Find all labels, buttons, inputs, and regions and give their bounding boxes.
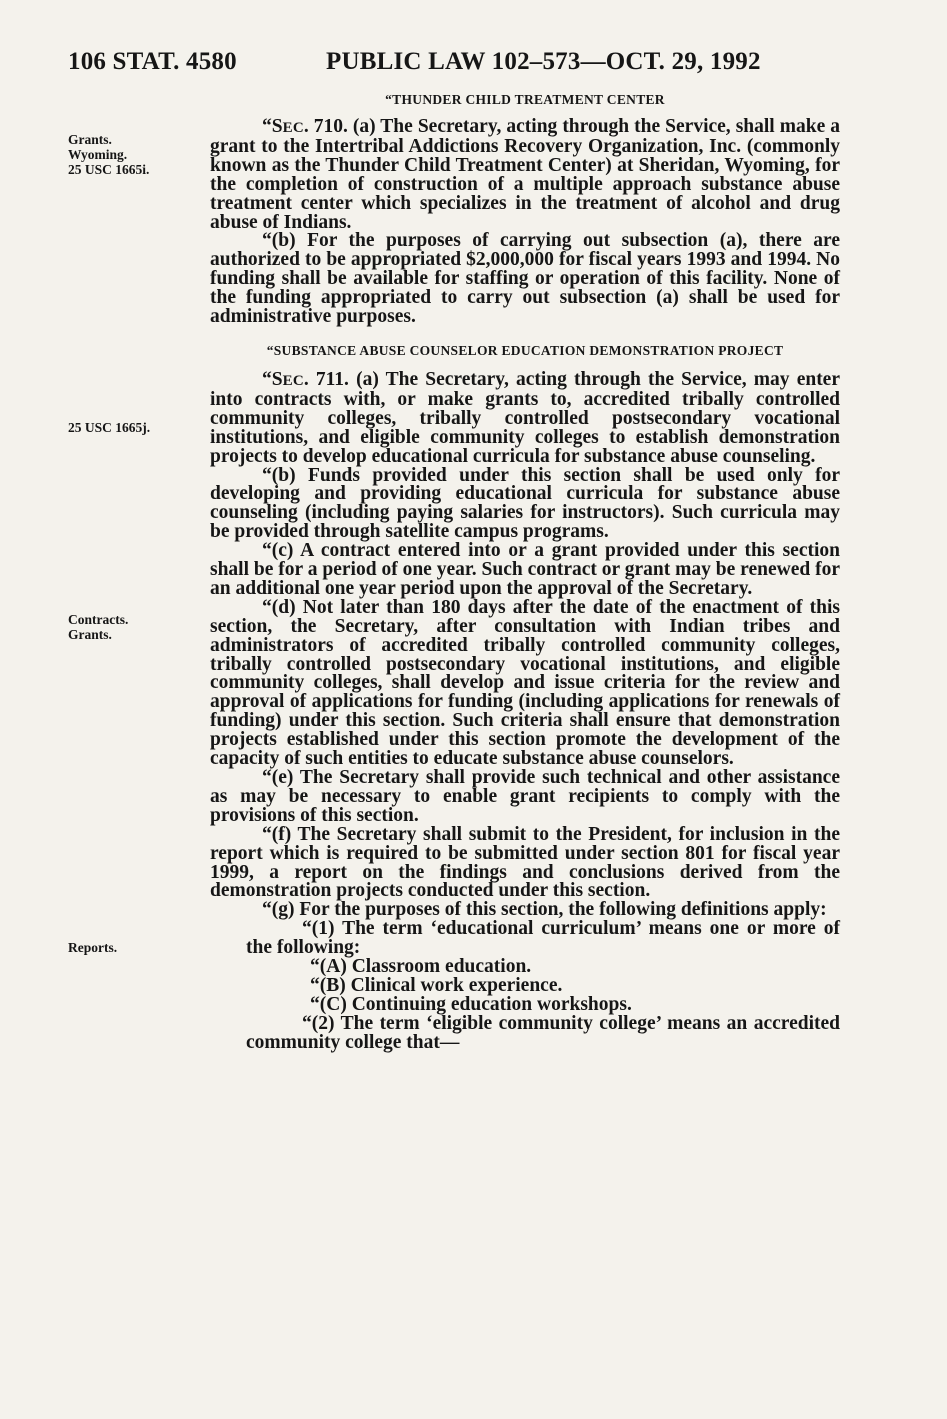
public-law-citation: PUBLIC LAW 102–573—OCT. 29, 1992	[326, 48, 761, 75]
section-711-subsection-b: “(b) Funds provided under this section shall be used only for developing and providing educational curricula for substance abuse counseling (including paying salaries for instructors). Such curricula may be provided through satellite campus programs.	[210, 464, 840, 543]
margin-note-contracts-grants: Contracts. Grants.	[68, 612, 129, 642]
section-711-subsection-a	[210, 368, 840, 467]
page-header	[0, 48, 947, 88]
section-711-subsection-g: “(g) For the purposes of this section, the following definitions apply:	[262, 899, 827, 921]
section-711-smallcaps: EC	[282, 372, 304, 389]
document-body	[210, 92, 840, 1053]
section-711-heading: “SUBSTANCE ABUSE COUNSELOR EDUCATION DEMONSTRATION PROJECT	[266, 342, 784, 358]
definition-1-item-a: “(A) Classroom education.	[310, 956, 532, 978]
section-711-quote-s: “S	[262, 368, 283, 390]
definition-2-eligible-community-college: “(2) The term ‘eligible community college’ means an accredited community college that—	[246, 1012, 840, 1053]
section-711-subsection-d: “(d) Not later than 180 days after the date of the enactment of this section, the Secretary, after consultation with Indian tribes and administrators of accredited tribally controlled community colleges, tribally controlled postsecondary vocational institutions, and eligible community colleges, shall develop and issue criteria for the review and approval of applications for funding (including applications for renewals of funding) under this section. Such criteria shall ensure that demonstration projects established under this section promote the development of the capacity of such entities to educate substance abuse counselors.	[210, 596, 840, 770]
section-711-subsection-c: “(c) A contract entered into or a grant provided under this section shall be for a period of one year. Such contract or grant may be renewed for an additional one year period upon the approval of the Secretary.	[210, 540, 840, 599]
margin-note-usc-1665j: 25 USC 1665j.	[68, 420, 151, 435]
section-710-heading: “THUNDER CHILD TREATMENT CENTER	[385, 92, 665, 107]
section-710-quote-s: “S	[262, 116, 283, 137]
section-711-subsection-f: “(f) The Secretary shall submit to the President, for inclusion in the report which is required to be submitted under section 801 for fiscal year 1999, a report on the findings and conclusions derived from the demonstration projects conducted under this section.	[210, 823, 840, 902]
definition-1-item-b: “(B) Clinical work experience.	[310, 974, 563, 996]
section-710-a-text: . 710. (a) The Secretary, acting through the Service, shall make a grant to the Intertribal Addictions Recovery Organization, Inc. (commonly known as the Thunder Child Treatment Center) at Sheridan, Wyoming, for the completion of construction of a multiple approach substance abuse treatment center which specializes in the treatment of alcohol and drug abuse of Indians.	[210, 116, 840, 233]
statute-page-number: 106 STAT. 4580	[68, 48, 237, 75]
definition-1-educational-curriculum: “(1) The term ‘educational curriculum’ means one or more of the following:	[246, 918, 840, 959]
margin-note-grants-wyoming: Grants. Wyoming. 25 USC 1665i.	[68, 132, 150, 177]
section-710-smallcaps: EC	[282, 120, 304, 136]
section-710-subsection-a	[210, 118, 840, 232]
section-711-a-text: . 711. (a) The Secretary, acting through the Service, may enter into contracts with, or make grants to, accredited tribally controlled community colleges, tribally controlled postsecondary vocational institutions, and eligible community colleges to establish demonstration projects to develop educational curricula for substance abuse counseling.	[210, 368, 840, 467]
section-710-subsection-b: “(b) For the purposes of carrying out subsection (a), there are authorized to be appropriated $2,000,000 for fiscal years 1993 and 1994. No funding shall be available for staffing or operation of this facility. None of the funding appropriated to carry out subsection (a) shall be used for administrative purposes.	[210, 230, 840, 328]
margin-note-reports: Reports.	[68, 940, 118, 955]
section-711-subsection-e: “(e) The Secretary shall provide such technical and other assistance as may be necessary to enable grant recipients to comply with the provisions of this section.	[210, 767, 840, 826]
definition-1-item-c: “(C) Continuing education workshops.	[310, 993, 632, 1015]
